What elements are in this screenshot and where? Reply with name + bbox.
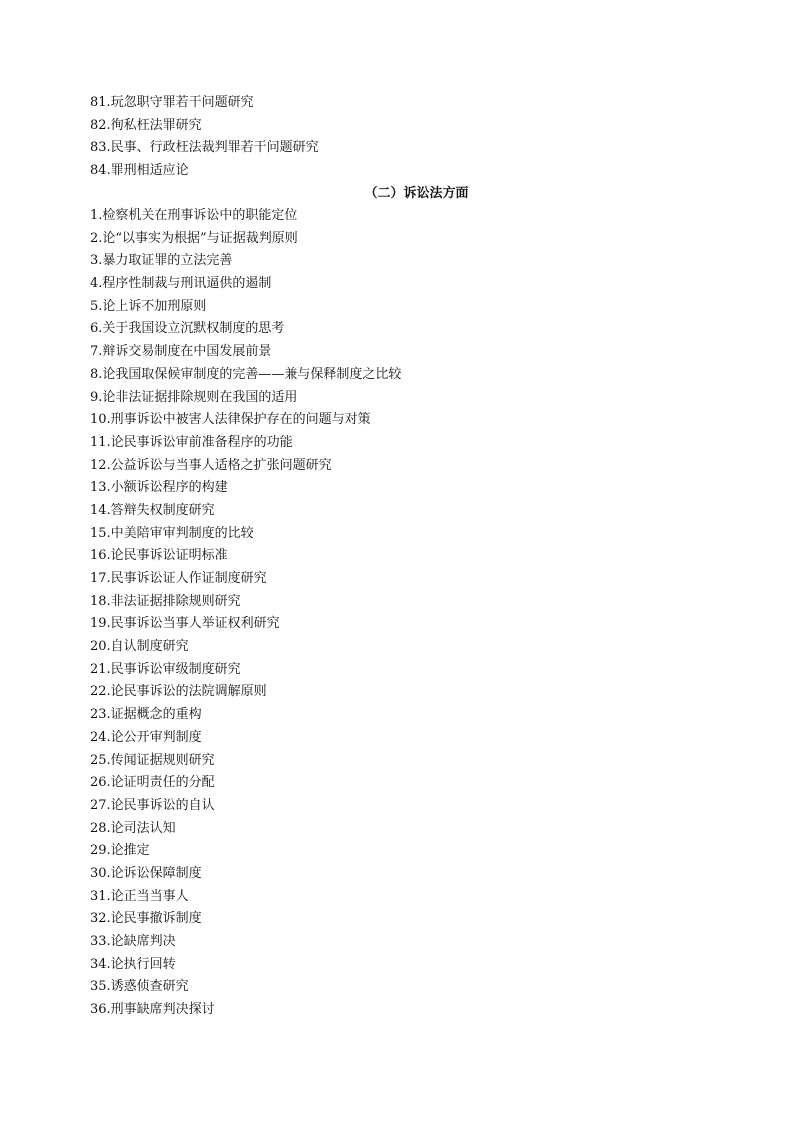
topic-list-procedural-law [90,205,730,1022]
topic-item: 35.诱惑侦查研究 [90,979,189,995]
topic-item: 23.证据概念的重构 [90,707,202,723]
topic-item: 18.非法证据排除规则研究 [90,593,241,609]
topic-item: 19.民事诉讼当事人举证权利研究 [90,616,280,632]
topic-item: 22.论民事诉讼的法院调解原则 [90,684,267,700]
topic-item: 26.论证明责任的分配 [90,775,215,791]
topic-item: 31.论正当当事人 [90,888,189,904]
topic-item: 81.玩忽职守罪若干问题研究 [90,95,254,110]
topic-item: 5.论上诉不加刑原则 [90,298,207,314]
topic-item: 28.论司法认知 [90,820,176,836]
topic-list-criminal-law-continued [90,92,730,183]
section-heading: （二）诉讼法方面 [364,186,469,201]
topic-item: 6.关于我国设立沉默权制度的思考 [90,321,285,337]
topic-item: 24.论公开审判制度 [90,729,202,745]
topic-item: 8.论我国取保候审制度的完善——兼与保释制度之比较 [90,366,402,382]
topic-item: 33.论缺席判决 [90,934,176,949]
topic-item: 11.论民事诉讼审前准备程序的功能 [90,434,293,450]
topic-item: 25.传闻证据规则研究 [90,752,215,768]
topic-item: 4.程序性制裁与刑讯逼供的遏制 [90,276,272,292]
topic-item: 30.论诉讼保障制度 [90,865,202,881]
topic-item: 2.论“以事实为根据”与证据裁判原则 [90,230,298,246]
topic-item: 14.答辩失权制度研究 [90,502,215,518]
topic-item: 17.民事诉讼证人作证制度研究 [90,571,267,586]
topic-item: 7.辩诉交易制度在中国发展前景 [90,344,272,360]
topic-item: 32.论民事撤诉制度 [90,911,202,927]
topic-item: 15.中美陪审审判制度的比较 [90,525,254,541]
topic-item: 13.小额诉讼程序的构建 [90,480,228,496]
topic-item: 83.民事、行政枉法裁判罪若干问题研究 [90,140,319,156]
topic-item: 21.民事诉讼审级制度研究 [90,661,241,677]
topic-item: 36.刑事缺席判决探讨 [90,1002,215,1018]
topic-item: 16.论民事诉讼证明标准 [90,548,228,564]
topic-item: 12.公益诉讼与当事人适格之扩张问题研究 [90,457,332,473]
topic-item: 29.论推定 [90,843,150,859]
topic-item: 1.检察机关在刑事诉讼中的职能定位 [90,208,298,223]
topic-item: 27.论民事诉讼的自认 [90,797,215,813]
topic-item: 34.论执行回转 [90,956,176,972]
topic-item: 3.暴力取证罪的立法完善 [90,253,233,269]
topic-item: 9.论非法证据排除规则在我国的适用 [90,389,298,405]
topic-item: 82.徇私枉法罪研究 [90,117,202,133]
topic-item: 20.自认制度研究 [90,639,189,655]
topic-item: 84.罪刑相适应论 [90,163,189,179]
topic-item: 10.刑事诉讼中被害人法律保护存在的问题与对策 [90,412,371,428]
